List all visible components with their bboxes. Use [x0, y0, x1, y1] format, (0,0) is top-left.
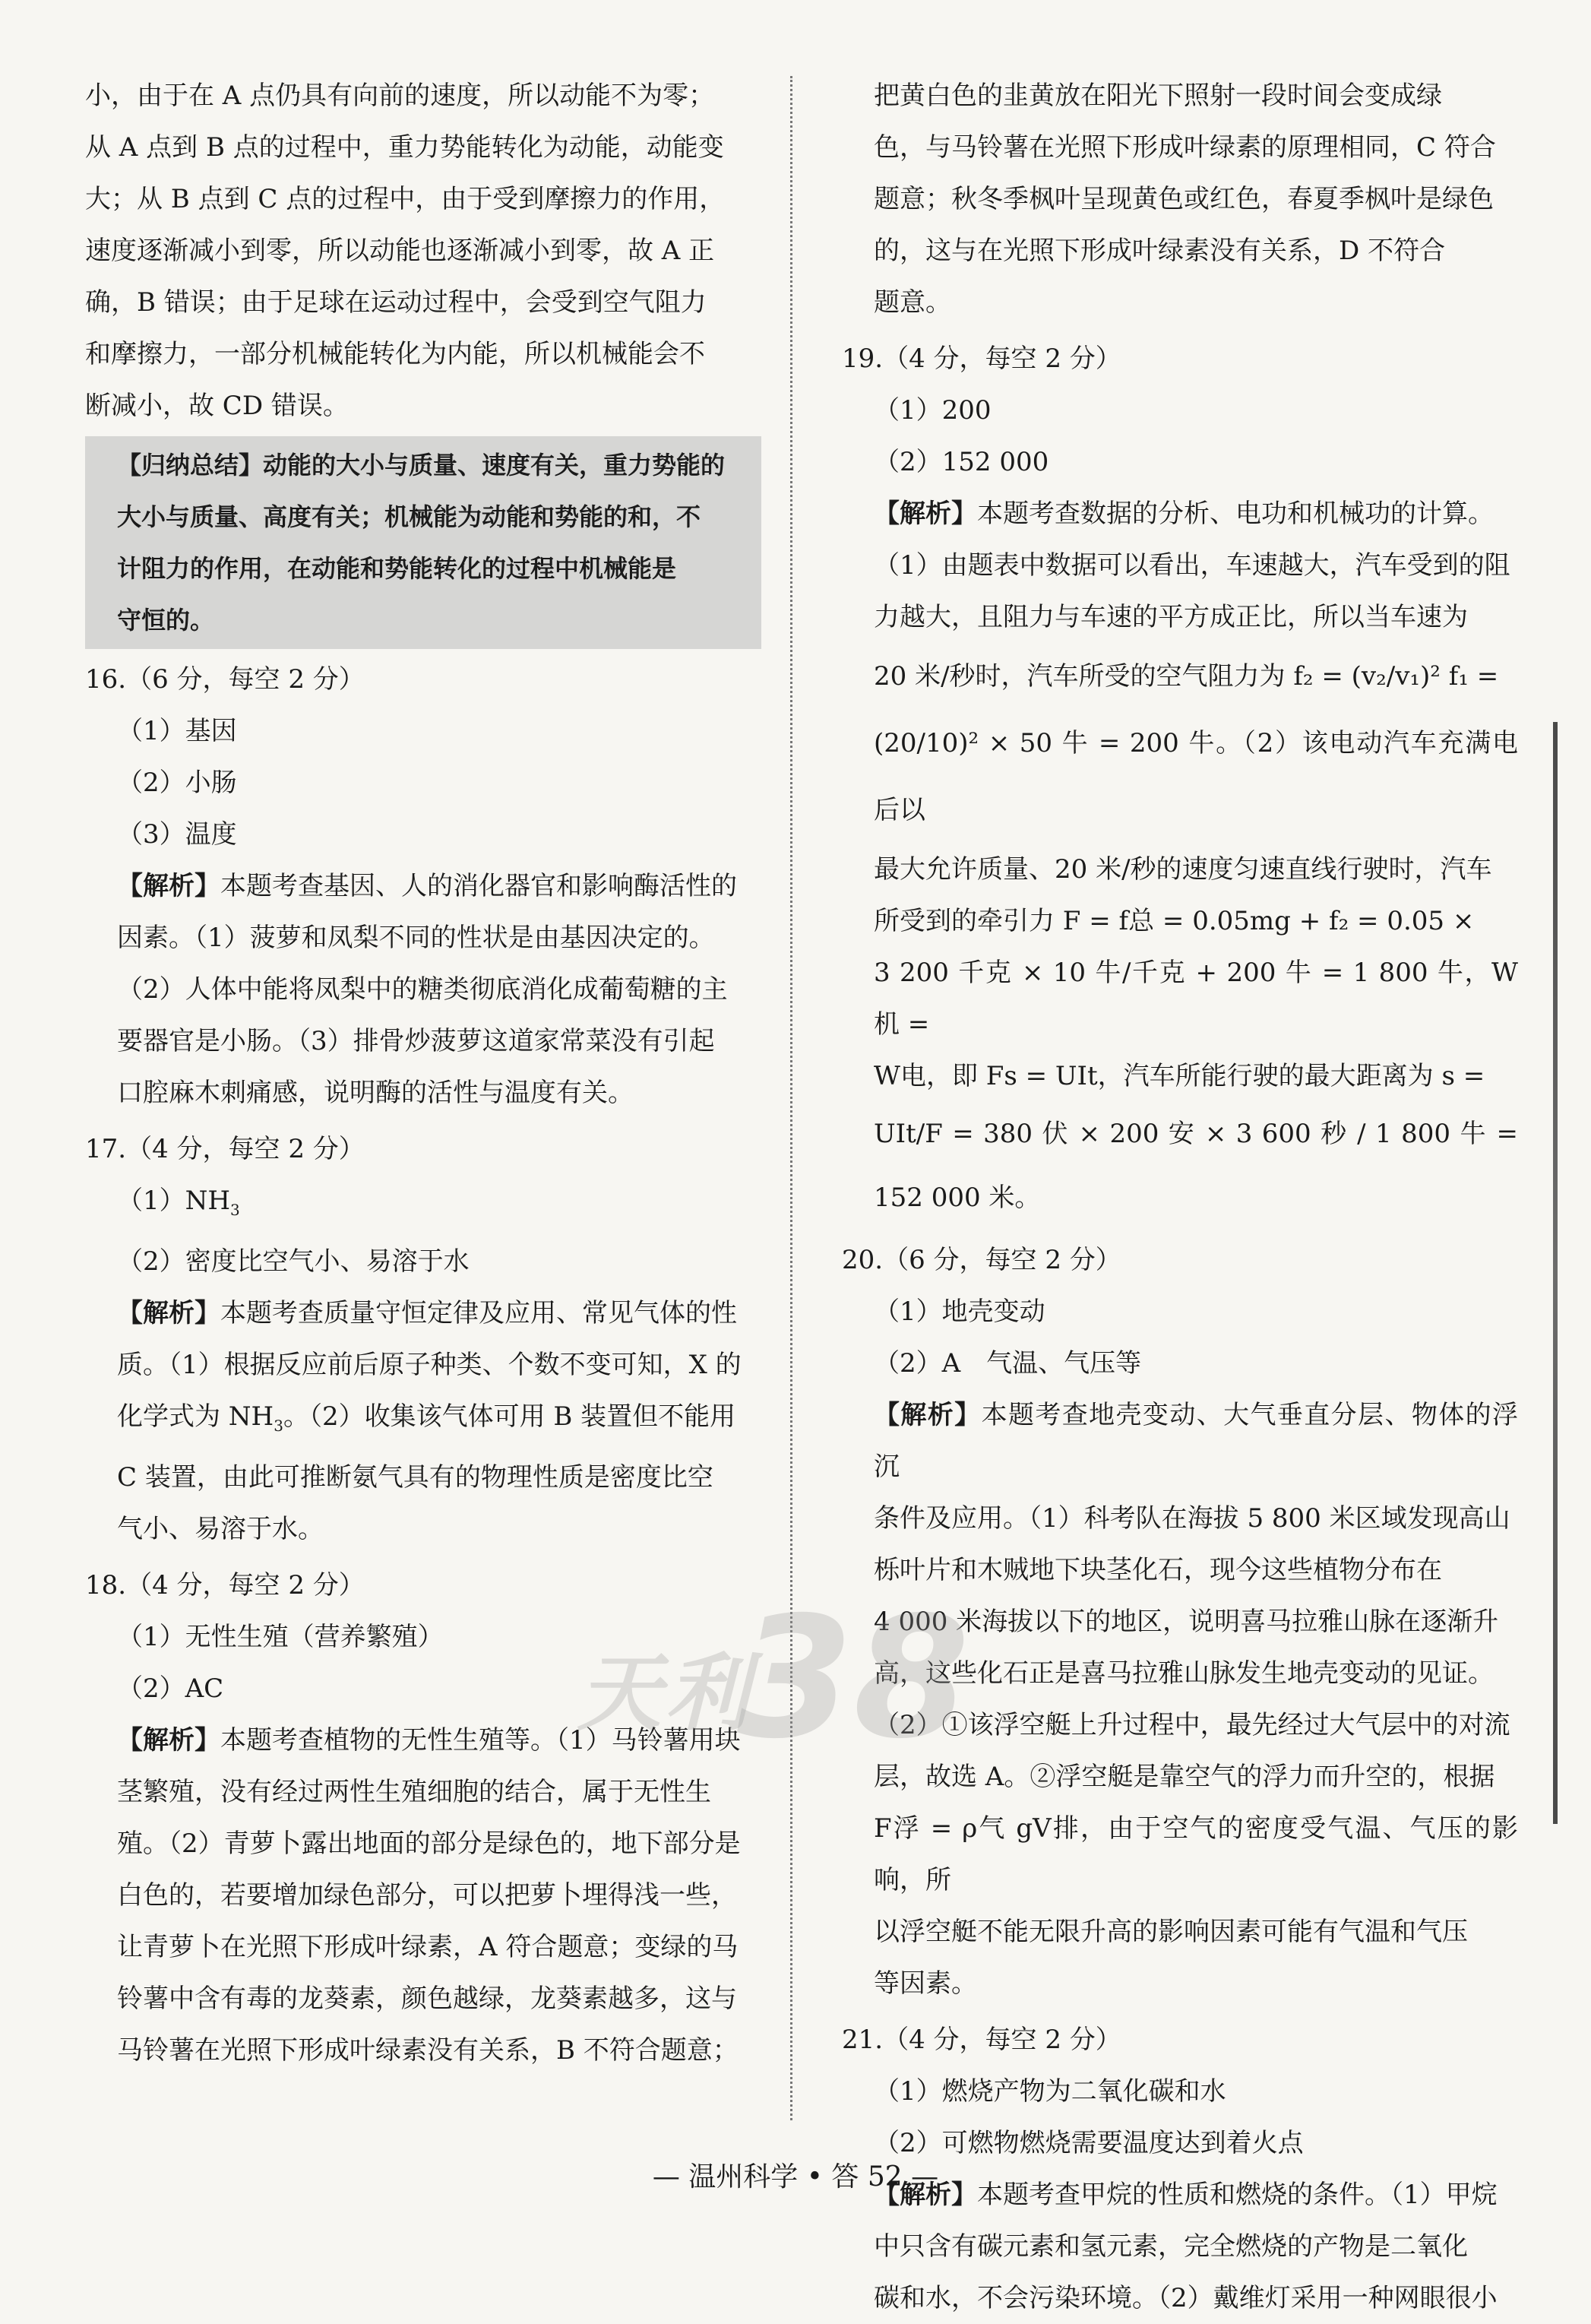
analysis-line: 条件及应用。（1）科考队在海拔 5 800 米区域发现高山	[874, 1503, 1510, 1534]
summary-text: 动能的大小与质量、速度有关，重力势能的	[263, 451, 726, 480]
answer-line: （2）密度比空气小、易溶于水	[117, 1246, 470, 1277]
subscript: 3	[274, 1416, 283, 1435]
subscript: 3	[230, 1200, 240, 1219]
analysis-line: 中只含有碳元素和氢元素，完全燃烧的产物是二氧化	[874, 2231, 1468, 2262]
question-18-header: 18.（4 分，每空 2 分）	[85, 1569, 365, 1601]
summary-line: 守恒的。	[117, 606, 215, 635]
answer-text: （1）NH	[117, 1186, 231, 1216]
analysis-tag: 【解析】	[117, 871, 220, 901]
analysis-line: 殖。（2）青萝卜露出地面的部分是绿色的，地下部分是	[117, 1828, 741, 1859]
analysis-text: 本题考查植物的无性生殖等。（1）马铃薯用块	[220, 1724, 741, 1756]
analysis-line: （2）①该浮空艇上升过程中，最先经过大气层中的对流	[874, 1710, 1510, 1740]
watermark-text: 天利	[577, 1645, 754, 1742]
analysis-line: 铃薯中含有毒的龙葵素，颜色越绿，龙葵素越多，这与	[117, 1983, 737, 2014]
analysis-line: 质。（1）根据反应前后原子种类、个数不变可知，X 的	[117, 1349, 742, 1380]
analysis-line: 层，故选 A。②浮空艇是靠空气的浮力而升空的，根据	[874, 1762, 1495, 1792]
analysis-tag: 【解析】	[874, 499, 977, 529]
analysis-line: 题意。	[874, 287, 951, 318]
analysis-tag: 【解析】	[117, 1297, 220, 1328]
analysis-tag: 【解析】	[874, 2180, 977, 2210]
answer-line: （2）小肠	[117, 768, 237, 798]
analysis-text: 本题考查基因、人的消化器官和影响酶活性的	[220, 871, 737, 901]
summary-line	[117, 439, 754, 491]
formula-line: UIt/F = 380 伏 × 200 安 × 3 600 秒 / 1 800 牛 = 152 000 米。	[874, 1119, 1518, 1213]
analysis-line: 4 000 米海拔以下的地区，说明喜马拉雅山脉在逐渐升	[874, 1607, 1499, 1637]
analysis-line: 最大允许质量、20 米/秒的速度匀速直线行驶时，汽车	[874, 854, 1492, 885]
answer-line: （1）基因	[117, 716, 237, 746]
watermark-number: 38	[737, 1581, 970, 1775]
analysis-line: 题意；秋冬季枫叶呈现黄色或红色，春夏季枫叶是绿色	[874, 184, 1494, 214]
analysis-line: 所受到的牵引力 F = f总 = 0.05mg + f₂ = 0.05 ×	[874, 906, 1475, 936]
analysis-line	[85, 1391, 761, 1452]
analysis-line: 因素。（1）菠萝和凤梨不同的性状是由基因决定的。	[117, 923, 715, 953]
analysis-tag: 【解析】	[874, 1400, 982, 1430]
analysis-line	[85, 1715, 761, 1766]
analysis-line: 的，这与在光照下形成叶绿素没有关系，D 不符合	[874, 236, 1446, 266]
analysis-line: 等因素。	[874, 1968, 977, 1999]
analysis-line	[842, 488, 1518, 540]
answer-line: （2）AC	[117, 1673, 224, 1704]
intro-line: 大；从 B 点到 C 点的过程中，由于受到摩擦力的作用，	[85, 184, 726, 214]
analysis-line: 以浮空艇不能无限升高的影响因素可能有气温和气压	[874, 1917, 1468, 1947]
analysis-line	[85, 1287, 761, 1339]
analysis-line: 要器官是小肠。（3）排骨炒菠萝这道家常菜没有引起	[117, 1026, 715, 1056]
scan-edge-line	[1553, 722, 1558, 1824]
analysis-line: 马铃薯在光照下形成叶绿素没有关系，B 不符合题意；	[117, 2034, 739, 2066]
analysis-text: 本题考查数据的分析、电功和机械功的计算。	[977, 499, 1494, 529]
column-divider	[790, 76, 792, 2120]
answer-line: （2）可燃物燃烧需要温度达到着火点	[874, 2128, 1304, 2158]
question-21-header: 21.（4 分，每空 2 分）	[842, 2025, 1121, 2055]
question-16-header: 16.（6 分，每空 2 分）	[85, 664, 365, 695]
page-footer: — 温州科学 • 答 52 —	[652, 2161, 939, 2193]
analysis-line: 让青萝卜在光照下形成叶绿素，A 符合题意；变绿的马	[117, 1931, 739, 1962]
analysis-line: 高，这些化石正是喜马拉雅山脉发生地壳变动的见证。	[874, 1658, 1494, 1689]
summary-box	[85, 436, 761, 649]
question-17-header: 17.（4 分，每空 2 分）	[85, 1134, 365, 1164]
answer-line: （1）无性生殖（营养繁殖）	[117, 1621, 444, 1652]
answer-line: （1）地壳变动	[874, 1297, 1045, 1327]
analysis-text: 化学式为 NH	[117, 1401, 274, 1432]
answer-line: （3）温度	[117, 819, 237, 850]
analysis-line: C 装置，由此可推断氨气具有的物理性质是密度比空	[117, 1461, 713, 1493]
answer-line: （1）200	[874, 395, 992, 426]
summary-tag: 【归纳总结】	[117, 451, 264, 480]
analysis-text: 本题考查地壳变动、大气垂直分层、物体的浮沉	[874, 1400, 1519, 1482]
analysis-line: 把黄白色的韭黄放在阳光下照射一段时间会变成绿	[874, 81, 1442, 111]
formula-line: 20 米/秒时，汽车所受的空气阻力为 f₂ = (v₂/v₁)² f₁ =	[874, 661, 1499, 692]
answer-line: （2）152 000	[874, 447, 1049, 477]
answer-line: （1）燃烧产物为二氧化碳和水	[874, 2076, 1226, 2107]
analysis-text: 本题考查甲烷的性质和燃烧的条件。（1）甲烷	[977, 2180, 1498, 2210]
summary-line: 计阻力的作用，在动能和势能转化的过程中机械能是	[117, 554, 677, 583]
analysis-line: 气小、易溶于水。	[117, 1513, 324, 1544]
analysis-line: W电，即 Fs = UIt，汽车所能行驶的最大距离为 s =	[874, 1061, 1485, 1091]
analysis-line: 色，与马铃薯在光照下形成叶绿素的原理相同，C 符合	[874, 132, 1496, 163]
analysis-line: 白色的，若要增加绿色部分，可以把萝卜埋得浅一些，	[117, 1879, 737, 1911]
analysis-text: 。（2）收集该气体可用 B 装置但不能用	[283, 1401, 736, 1432]
analysis-line: 力越大，且阻力与车速的平方成正比，所以当车速为	[874, 602, 1468, 632]
analysis-text: 本题考查质量守恒定律及应用、常见气体的性	[220, 1297, 737, 1328]
answer-line	[85, 1175, 761, 1236]
left-column	[85, 70, 761, 2076]
analysis-line: 3 200 千克 × 10 牛/千克 + 200 牛 = 1 800 牛，W机 =	[874, 958, 1518, 1040]
intro-line: 和摩擦力，一部分机械能转化为内能，所以机械能会不	[85, 339, 705, 369]
question-19-header: 19.（4 分，每空 2 分）	[842, 344, 1121, 374]
question-20-header: 20.（6 分，每空 2 分）	[842, 1245, 1121, 1275]
intro-line: 断减小，故 CD 错误。	[85, 391, 349, 421]
intro-line: 确，B 错误；由于足球在运动过程中，会受到空气阻力	[85, 287, 707, 318]
right-column	[842, 70, 1518, 2324]
analysis-line: F浮 = ρ气 gV排，由于空气的密度受气温、气压的影响，所	[874, 1813, 1518, 1895]
summary-line: 大小与质量、高度有关；机械能为动能和势能的和，不	[117, 502, 701, 531]
analysis-line: 茎繁殖，没有经过两性生殖细胞的结合，属于无性生	[117, 1776, 711, 1807]
analysis-tag: 【解析】	[117, 1724, 220, 1756]
intro-line: 从 A 点到 B 点的过程中，重力势能转化为动能，动能变	[85, 132, 724, 163]
analysis-line: 碳和水，不会污染环境。（2）戴维灯采用一种网眼很小	[874, 2283, 1498, 2313]
intro-line: 小，由于在 A 点仍具有向前的速度，所以动能不为零；	[85, 81, 715, 111]
intro-line: 速度逐渐减小到零，所以动能也逐渐减小到零，故 A 正	[85, 236, 715, 266]
analysis-line: 口腔麻木刺痛感，说明酶的活性与温度有关。	[117, 1078, 634, 1108]
analysis-line: 栎叶片和木贼地下块茎化石，现今这些植物分布在	[874, 1555, 1442, 1585]
analysis-line: （2）人体中能将凤梨中的糖类彻底消化成葡萄糖的主	[117, 974, 728, 1005]
analysis-line	[842, 1389, 1518, 1493]
analysis-line	[85, 860, 761, 912]
answer-line: （2）A 气温、气压等	[874, 1348, 1142, 1379]
formula-line: (20/10)² × 50 牛 = 200 牛。（2）该电动汽车充满电后以	[874, 728, 1518, 825]
analysis-line: （1）由题表中数据可以看出，车速越大，汽车受到的阻	[874, 550, 1510, 581]
